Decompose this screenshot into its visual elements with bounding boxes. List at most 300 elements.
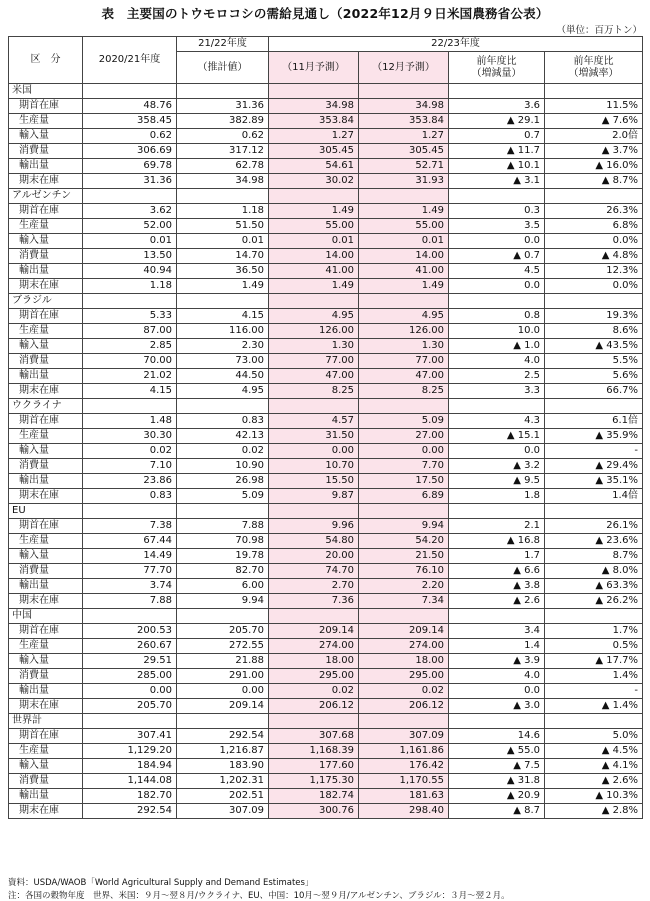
value-cell: 0.02: [269, 684, 359, 699]
value-cell: 14.49: [83, 549, 177, 564]
value-cell: 42.13: [177, 429, 269, 444]
group-empty-cell: [545, 504, 643, 519]
value-cell: 70.00: [83, 354, 177, 369]
value-cell: 1,168.39: [269, 744, 359, 759]
value-cell: 205.70: [83, 699, 177, 714]
table-row: [9, 264, 643, 279]
value-cell: 5.09: [177, 489, 269, 504]
table-row: [9, 414, 643, 429]
table-row: [9, 354, 643, 369]
group-empty-cell: [359, 189, 449, 204]
group-empty-cell: [269, 504, 359, 519]
group-row: [9, 189, 643, 204]
group-empty-cell: [83, 714, 177, 729]
value-cell: 353.84: [359, 114, 449, 129]
value-cell: 1.30: [359, 339, 449, 354]
value-cell: 7.10: [83, 459, 177, 474]
value-cell: 1.49: [269, 204, 359, 219]
table-row: [9, 744, 643, 759]
group-empty-cell: [449, 189, 545, 204]
value-cell: 34.98: [269, 99, 359, 114]
value-cell: ▲ 15.1: [449, 429, 545, 444]
row-label: 期首在庫: [9, 99, 83, 114]
value-cell: 3.5: [449, 219, 545, 234]
value-cell: 29.51: [83, 654, 177, 669]
table-row: [9, 129, 643, 144]
row-label: 期末在庫: [9, 489, 83, 504]
value-cell: 0.7: [449, 129, 545, 144]
header-2020-21: 2020/21年度: [83, 37, 177, 84]
value-cell: 0.01: [83, 234, 177, 249]
value-cell: ▲ 35.9%: [545, 429, 643, 444]
value-cell: 181.63: [359, 789, 449, 804]
value-cell: 66.7%: [545, 384, 643, 399]
footnote-source: 資料：USDA/WAOB「World Agricultural Supply and Demand Estimates」: [8, 878, 314, 888]
value-cell: 209.14: [269, 624, 359, 639]
row-label: 期末在庫: [9, 804, 83, 819]
group-row: [9, 714, 643, 729]
footnote-note: 注：各国の穀物年度 世界、米国：９月～翌８月/ウクライナ、EU、中国：10月～翌９月/アルゼンチン、ブラジル：３月～翌２月。: [8, 891, 510, 901]
value-cell: 1.18: [177, 204, 269, 219]
table-row: [9, 669, 643, 684]
group-empty-cell: [269, 294, 359, 309]
header-2022-23: 22/23年度: [269, 37, 643, 52]
value-cell: ▲ 4.5%: [545, 744, 643, 759]
row-label: 生産量: [9, 219, 83, 234]
value-cell: 0.8: [449, 309, 545, 324]
table-row: [9, 174, 643, 189]
value-cell: 18.00: [269, 654, 359, 669]
value-cell: ▲ 2.6: [449, 594, 545, 609]
value-cell: 5.0%: [545, 729, 643, 744]
value-cell: 52.71: [359, 159, 449, 174]
value-cell: 26.1%: [545, 519, 643, 534]
group-empty-cell: [545, 189, 643, 204]
group-empty-cell: [269, 189, 359, 204]
value-cell: 292.54: [177, 729, 269, 744]
value-cell: 202.51: [177, 789, 269, 804]
header-yoy-rate: [545, 52, 643, 84]
value-cell: ▲ 29.1: [449, 114, 545, 129]
value-cell: 200.53: [83, 624, 177, 639]
group-empty-cell: [83, 84, 177, 99]
value-cell: 9.87: [269, 489, 359, 504]
table-row: [9, 639, 643, 654]
group-empty-cell: [177, 189, 269, 204]
table-row: [9, 159, 643, 174]
group-empty-cell: [449, 714, 545, 729]
value-cell: 317.12: [177, 144, 269, 159]
group-empty-cell: [177, 294, 269, 309]
group-empty-cell: [177, 609, 269, 624]
table-row: [9, 474, 643, 489]
group-empty-cell: [177, 504, 269, 519]
value-cell: 0.02: [83, 444, 177, 459]
value-cell: 3.4: [449, 624, 545, 639]
value-cell: 77.00: [269, 354, 359, 369]
value-cell: -: [545, 444, 643, 459]
group-empty-cell: [359, 294, 449, 309]
value-cell: 0.62: [177, 129, 269, 144]
value-cell: ▲ 7.5: [449, 759, 545, 774]
value-cell: 34.98: [177, 174, 269, 189]
value-cell: 7.88: [83, 594, 177, 609]
value-cell: ▲ 16.0%: [545, 159, 643, 174]
table-row: [9, 144, 643, 159]
group-empty-cell: [359, 84, 449, 99]
value-cell: 4.0: [449, 354, 545, 369]
group-row: [9, 504, 643, 519]
value-cell: 1,144.08: [83, 774, 177, 789]
value-cell: 8.25: [269, 384, 359, 399]
table-row: [9, 369, 643, 384]
value-cell: 4.5: [449, 264, 545, 279]
value-cell: ▲ 6.6: [449, 564, 545, 579]
value-cell: 300.76: [269, 804, 359, 819]
value-cell: 205.70: [177, 624, 269, 639]
value-cell: 126.00: [359, 324, 449, 339]
table-row: [9, 774, 643, 789]
row-label: 輸入量: [9, 339, 83, 354]
value-cell: 5.6%: [545, 369, 643, 384]
value-cell: ▲ 29.4%: [545, 459, 643, 474]
value-cell: ▲ 9.5: [449, 474, 545, 489]
value-cell: ▲ 1.0: [449, 339, 545, 354]
value-cell: 10.70: [269, 459, 359, 474]
value-cell: 206.12: [359, 699, 449, 714]
value-cell: ▲ 26.2%: [545, 594, 643, 609]
group-empty-cell: [83, 504, 177, 519]
table-row: [9, 309, 643, 324]
value-cell: 3.3: [449, 384, 545, 399]
value-cell: 41.00: [359, 264, 449, 279]
value-cell: ▲ 8.0%: [545, 564, 643, 579]
value-cell: 0.0%: [545, 234, 643, 249]
group-row: [9, 84, 643, 99]
value-cell: 52.00: [83, 219, 177, 234]
value-cell: 82.70: [177, 564, 269, 579]
group-label: ブラジル: [9, 294, 83, 309]
value-cell: 1.27: [269, 129, 359, 144]
value-cell: 7.36: [269, 594, 359, 609]
value-cell: 353.84: [269, 114, 359, 129]
value-cell: 4.95: [359, 309, 449, 324]
value-cell: ▲ 55.0: [449, 744, 545, 759]
value-cell: 0.62: [83, 129, 177, 144]
table-row: [9, 759, 643, 774]
value-cell: 0.02: [177, 444, 269, 459]
group-empty-cell: [359, 609, 449, 624]
value-cell: ▲ 1.4%: [545, 699, 643, 714]
row-label: 輸出量: [9, 264, 83, 279]
value-cell: 47.00: [359, 369, 449, 384]
value-cell: 47.00: [269, 369, 359, 384]
value-cell: 6.1倍: [545, 414, 643, 429]
value-cell: 14.00: [269, 249, 359, 264]
value-cell: ▲ 35.1%: [545, 474, 643, 489]
row-label: 期末在庫: [9, 594, 83, 609]
row-label: 期首在庫: [9, 204, 83, 219]
value-cell: 1.4%: [545, 669, 643, 684]
row-label: 消費量: [9, 669, 83, 684]
header-2021-22: 21/22年度: [177, 37, 269, 52]
value-cell: 1.49: [359, 279, 449, 294]
value-cell: 55.00: [359, 219, 449, 234]
group-label: EU: [9, 504, 83, 519]
value-cell: 15.50: [269, 474, 359, 489]
value-cell: 126.00: [269, 324, 359, 339]
table-row: [9, 384, 643, 399]
value-cell: 48.76: [83, 99, 177, 114]
table-row: [9, 594, 643, 609]
value-cell: 7.88: [177, 519, 269, 534]
value-cell: 67.44: [83, 534, 177, 549]
value-cell: 1.49: [177, 279, 269, 294]
header-yoy-rate-line1: 前年度比: [573, 55, 614, 67]
value-cell: 2.5: [449, 369, 545, 384]
value-cell: 4.95: [177, 384, 269, 399]
value-cell: 306.69: [83, 144, 177, 159]
value-cell: 209.14: [177, 699, 269, 714]
group-empty-cell: [449, 609, 545, 624]
value-cell: 177.60: [269, 759, 359, 774]
table-row: [9, 564, 643, 579]
value-cell: 0.0: [449, 444, 545, 459]
group-empty-cell: [269, 609, 359, 624]
value-cell: 10.0: [449, 324, 545, 339]
value-cell: 1,161.86: [359, 744, 449, 759]
group-label: ウクライナ: [9, 399, 83, 414]
value-cell: 3.62: [83, 204, 177, 219]
table-row: [9, 579, 643, 594]
value-cell: 0.02: [359, 684, 449, 699]
group-empty-cell: [545, 84, 643, 99]
value-cell: 6.00: [177, 579, 269, 594]
value-cell: 0.83: [83, 489, 177, 504]
value-cell: 116.00: [177, 324, 269, 339]
value-cell: ▲ 63.3%: [545, 579, 643, 594]
table-row: [9, 654, 643, 669]
value-cell: 31.36: [83, 174, 177, 189]
value-cell: 0.0: [449, 279, 545, 294]
value-cell: 4.95: [269, 309, 359, 324]
table-row: [9, 279, 643, 294]
value-cell: ▲ 4.8%: [545, 249, 643, 264]
row-label: 輸入量: [9, 234, 83, 249]
value-cell: ▲ 20.9: [449, 789, 545, 804]
value-cell: 176.42: [359, 759, 449, 774]
value-cell: ▲ 3.9: [449, 654, 545, 669]
value-cell: 8.7%: [545, 549, 643, 564]
group-empty-cell: [269, 399, 359, 414]
group-empty-cell: [269, 84, 359, 99]
group-empty-cell: [83, 189, 177, 204]
value-cell: 1.48: [83, 414, 177, 429]
row-label: 輸出量: [9, 789, 83, 804]
table-row: [9, 249, 643, 264]
row-label: 期首在庫: [9, 309, 83, 324]
value-cell: ▲ 3.2: [449, 459, 545, 474]
value-cell: 305.45: [359, 144, 449, 159]
value-cell: 3.6: [449, 99, 545, 114]
value-cell: 0.01: [177, 234, 269, 249]
value-cell: -: [545, 684, 643, 699]
group-empty-cell: [449, 84, 545, 99]
table-row: [9, 99, 643, 114]
group-empty-cell: [177, 399, 269, 414]
row-label: 輸出量: [9, 579, 83, 594]
row-label: 輸入量: [9, 654, 83, 669]
value-cell: 19.3%: [545, 309, 643, 324]
value-cell: ▲ 10.3%: [545, 789, 643, 804]
row-label: 生産量: [9, 744, 83, 759]
row-label: 期末在庫: [9, 174, 83, 189]
row-label: 輸出量: [9, 684, 83, 699]
value-cell: 51.50: [177, 219, 269, 234]
group-empty-cell: [545, 399, 643, 414]
value-cell: 7.38: [83, 519, 177, 534]
value-cell: 11.5%: [545, 99, 643, 114]
table-row: [9, 729, 643, 744]
value-cell: 69.78: [83, 159, 177, 174]
group-empty-cell: [177, 84, 269, 99]
value-cell: 20.00: [269, 549, 359, 564]
page-title: 表 主要国のトウモロコシの需給見通し（2022年12月９日米国農務省公表）: [101, 6, 549, 21]
value-cell: 1.7: [449, 549, 545, 564]
table-row: [9, 684, 643, 699]
row-label: 消費量: [9, 354, 83, 369]
value-cell: ▲ 2.6%: [545, 774, 643, 789]
value-cell: ▲ 17.7%: [545, 654, 643, 669]
value-cell: 2.0倍: [545, 129, 643, 144]
value-cell: 1,170.55: [359, 774, 449, 789]
header-estimate: （推計値）: [177, 52, 269, 84]
value-cell: 2.30: [177, 339, 269, 354]
table-body: [9, 84, 643, 819]
value-cell: ▲ 7.6%: [545, 114, 643, 129]
value-cell: 1.7%: [545, 624, 643, 639]
value-cell: 26.98: [177, 474, 269, 489]
value-cell: 295.00: [269, 669, 359, 684]
value-cell: ▲ 2.8%: [545, 804, 643, 819]
value-cell: 9.94: [359, 519, 449, 534]
value-cell: 5.33: [83, 309, 177, 324]
value-cell: 3.74: [83, 579, 177, 594]
value-cell: 36.50: [177, 264, 269, 279]
row-label: 輸出量: [9, 369, 83, 384]
header-yoy-rate-line2: （増減率）: [568, 67, 619, 79]
row-label: 輸入量: [9, 444, 83, 459]
value-cell: 1,216.87: [177, 744, 269, 759]
group-empty-cell: [545, 294, 643, 309]
value-cell: 21.88: [177, 654, 269, 669]
row-label: 期首在庫: [9, 519, 83, 534]
value-cell: 76.10: [359, 564, 449, 579]
row-label: 輸出量: [9, 474, 83, 489]
group-label: 世界計: [9, 714, 83, 729]
table-row: [9, 624, 643, 639]
value-cell: 2.1: [449, 519, 545, 534]
value-cell: ▲ 3.8: [449, 579, 545, 594]
group-empty-cell: [545, 714, 643, 729]
value-cell: 34.98: [359, 99, 449, 114]
value-cell: 74.70: [269, 564, 359, 579]
value-cell: 1,129.20: [83, 744, 177, 759]
group-label: 中国: [9, 609, 83, 624]
value-cell: ▲ 3.0: [449, 699, 545, 714]
value-cell: ▲ 8.7: [449, 804, 545, 819]
table-row: [9, 534, 643, 549]
value-cell: 54.61: [269, 159, 359, 174]
value-cell: 27.00: [359, 429, 449, 444]
value-cell: 0.00: [177, 684, 269, 699]
header-kubun: 区 分: [9, 37, 83, 84]
value-cell: 14.70: [177, 249, 269, 264]
value-cell: 5.09: [359, 414, 449, 429]
row-label: 期末在庫: [9, 384, 83, 399]
value-cell: 2.20: [359, 579, 449, 594]
value-cell: 77.00: [359, 354, 449, 369]
value-cell: 1.49: [269, 279, 359, 294]
value-cell: ▲ 10.1: [449, 159, 545, 174]
table-row: [9, 204, 643, 219]
value-cell: 307.68: [269, 729, 359, 744]
value-cell: 5.5%: [545, 354, 643, 369]
row-label: 輸出量: [9, 159, 83, 174]
value-cell: 1.18: [83, 279, 177, 294]
value-cell: ▲ 3.1: [449, 174, 545, 189]
row-label: 期首在庫: [9, 729, 83, 744]
group-empty-cell: [359, 504, 449, 519]
value-cell: 17.50: [359, 474, 449, 489]
group-empty-cell: [83, 399, 177, 414]
group-empty-cell: [269, 714, 359, 729]
supply-demand-table: [8, 36, 643, 819]
value-cell: 19.78: [177, 549, 269, 564]
value-cell: 274.00: [359, 639, 449, 654]
value-cell: 18.00: [359, 654, 449, 669]
value-cell: 6.8%: [545, 219, 643, 234]
group-empty-cell: [83, 609, 177, 624]
table-row: [9, 429, 643, 444]
value-cell: 307.41: [83, 729, 177, 744]
value-cell: 23.86: [83, 474, 177, 489]
group-empty-cell: [545, 609, 643, 624]
table-row: [9, 804, 643, 819]
value-cell: 40.94: [83, 264, 177, 279]
row-label: 生産量: [9, 429, 83, 444]
value-cell: 0.0%: [545, 279, 643, 294]
row-label: 期末在庫: [9, 279, 83, 294]
header-yoy-amount-line1: 前年度比: [476, 55, 517, 67]
header-yoy-amount-line2: （増減量）: [471, 67, 522, 79]
row-label: 期首在庫: [9, 414, 83, 429]
value-cell: 0.0: [449, 684, 545, 699]
row-label: 生産量: [9, 534, 83, 549]
value-cell: 4.15: [177, 309, 269, 324]
value-cell: 1.27: [359, 129, 449, 144]
value-cell: 10.90: [177, 459, 269, 474]
value-cell: 305.45: [269, 144, 359, 159]
table-row: [9, 459, 643, 474]
value-cell: 272.55: [177, 639, 269, 654]
value-cell: 182.74: [269, 789, 359, 804]
value-cell: 183.90: [177, 759, 269, 774]
value-cell: 31.50: [269, 429, 359, 444]
row-label: 期末在庫: [9, 699, 83, 714]
value-cell: 2.85: [83, 339, 177, 354]
row-label: 輸入量: [9, 549, 83, 564]
